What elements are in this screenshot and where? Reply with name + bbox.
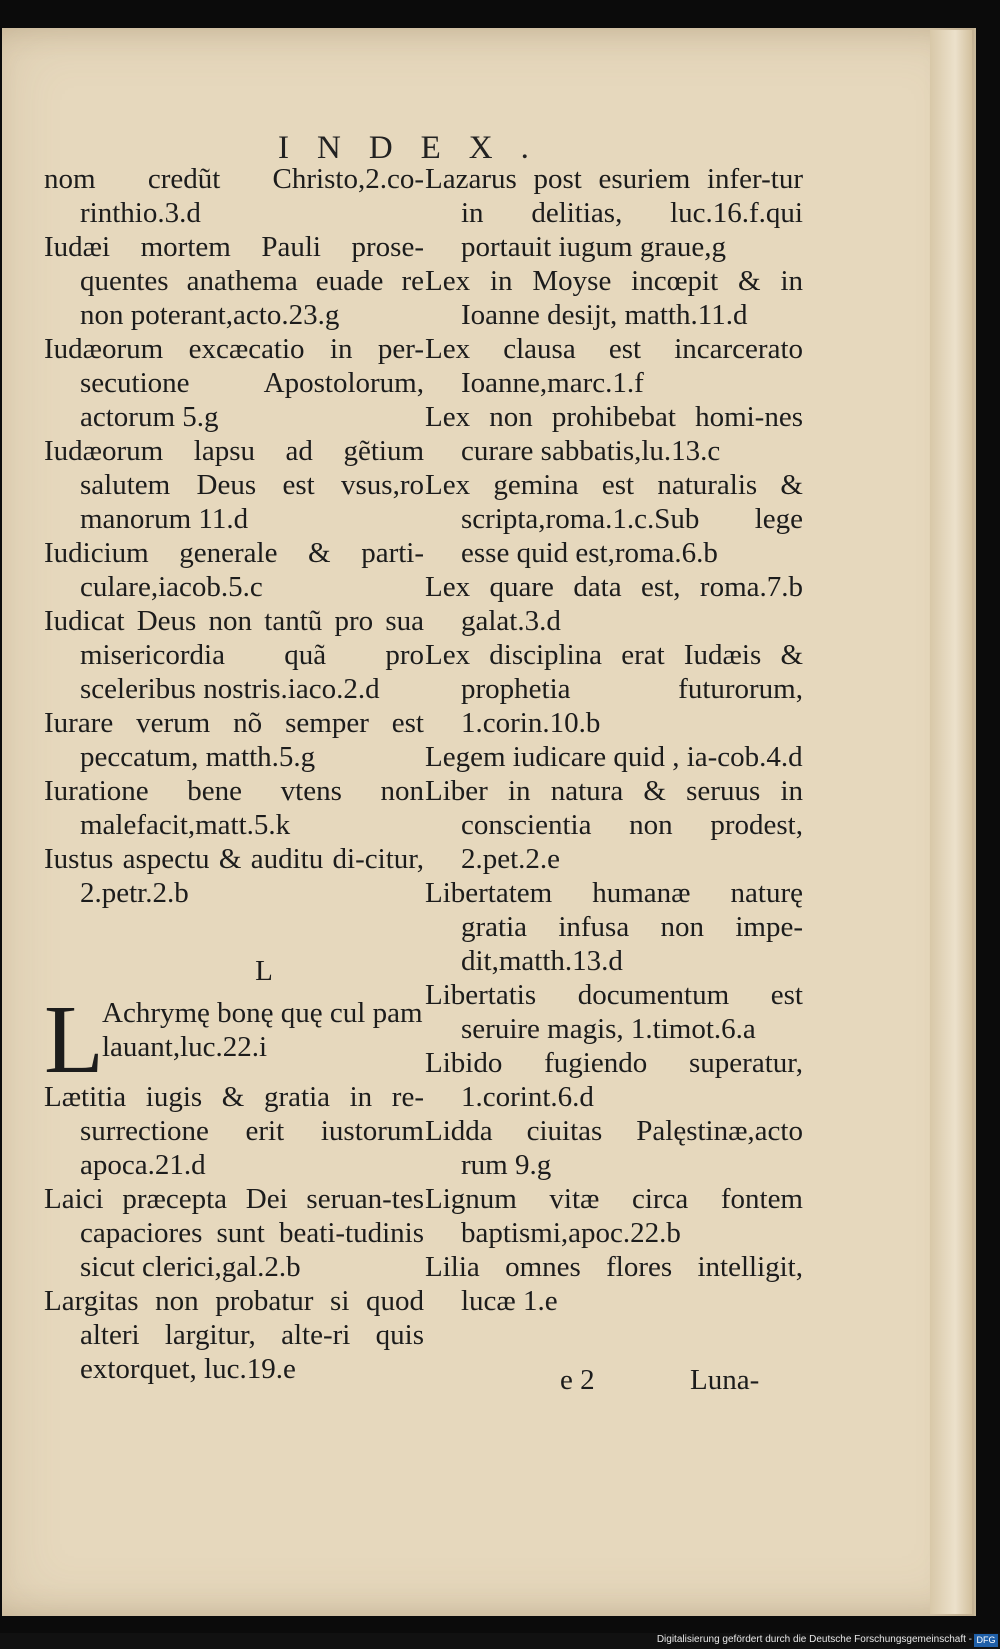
index-entry: Lilia omnes flores intelligit, lucæ 1.e: [425, 1251, 803, 1317]
index-entry: Lex clausa est incarcerato Ioanne,marc.1.f: [425, 333, 803, 399]
index-entry: Achrymę bonę quę cul pam lauant,luc.22.i: [102, 997, 423, 1063]
index-entry: Legem iudicare quid , ia-cob.4.d: [425, 741, 803, 773]
left-column: [44, 162, 424, 1386]
index-entry: Iudicium generale & parti-culare,iacob.5.c: [44, 537, 424, 603]
index-entry: Lex disciplina erat Iudæis & prophetia futurorum, 1.corin.10.b: [425, 639, 803, 739]
index-entry: Iurare verum nõ semper est peccatum, matth.5.g: [44, 707, 424, 773]
initial-entry: [44, 986, 424, 1094]
page-header: INDEX.: [278, 130, 557, 166]
index-entry: Iudæorum excæcatio in per-secutione Apostolorum, actorum 5.g: [44, 333, 424, 433]
index-entry: Libertatis documentum est seruire magis, 1.timot.6.a: [425, 979, 803, 1045]
index-entry: Iudicat Deus non tantũ pro sua misericordia quã pro sceleribus nostris.iaco.2.d: [44, 605, 424, 705]
credit-text: Digitalisierung gefördert durch die Deutsche Forschungsgemeinschaft -: [656, 1634, 972, 1645]
index-entry: Lætitia iugis & gratia in re-surrectione erit iustorum apoca.21.d: [44, 1081, 424, 1181]
index-entry: Iudæi mortem Pauli prose-quentes anathema euade re non poterant,acto.23.g: [44, 231, 424, 331]
signature-mark: e 2: [560, 1364, 595, 1396]
index-entry: Lex in Moyse incœpit & in Ioanne desijt, matth.11.d: [425, 265, 803, 331]
index-entry: Iuratione bene vtens non malefacit,matt.5.k: [44, 775, 424, 841]
index-entry: Libertatem humanæ naturę gratia infusa non impe-dit,matth.13.d: [425, 877, 803, 977]
catchword: Luna-: [690, 1364, 760, 1396]
drop-cap: L: [44, 986, 104, 1094]
section-letter: L: [255, 955, 273, 987]
index-entry: Laici præcepta Dei seruan-tes capaciores sunt beati-tudinis sicut clerici,gal.2.b: [44, 1183, 424, 1283]
index-entry: Lidda ciuitas Palęstinæ,acto rum 9.g: [425, 1115, 803, 1181]
dfg-logo: DFG: [974, 1634, 998, 1647]
index-entry: Liber in natura & seruus in conscientia non prodest, 2.pet.2.e: [425, 775, 803, 875]
index-entry: Lazarus post esuriem infer-tur in delitias, luc.16.f.qui portauit iugum graue,g: [425, 163, 803, 263]
right-column: [425, 162, 803, 1318]
index-entry: Largitas non probatur si quod alteri largitur, alte-ri quis extorquet, luc.19.e: [44, 1285, 424, 1385]
page-footer: [0, 1364, 972, 1404]
index-entry: Lex quare data est, roma.7.b galat.3.d: [425, 571, 803, 637]
index-entry: Lignum vitæ circa fontem baptismi,apoc.22.b: [425, 1183, 803, 1249]
index-entry: Iustus aspectu & auditu di-citur, 2.petr.2.b: [44, 843, 424, 909]
index-entry: nom credũt Christo,2.co-rinthio.3.d: [44, 163, 424, 229]
index-entry: Lex non prohibebat homi-nes curare sabbatis,lu.13.c: [425, 401, 803, 467]
index-entry: Libido fugiendo superatur, 1.corint.6.d: [425, 1047, 803, 1113]
index-entry: Iudæorum lapsu ad gẽtium salutem Deus est vsus,ro manorum 11.d: [44, 435, 424, 535]
index-entry: Lex gemina est naturalis & scripta,roma.1.c.Sub lege esse quid est,roma.6.b: [425, 469, 803, 569]
